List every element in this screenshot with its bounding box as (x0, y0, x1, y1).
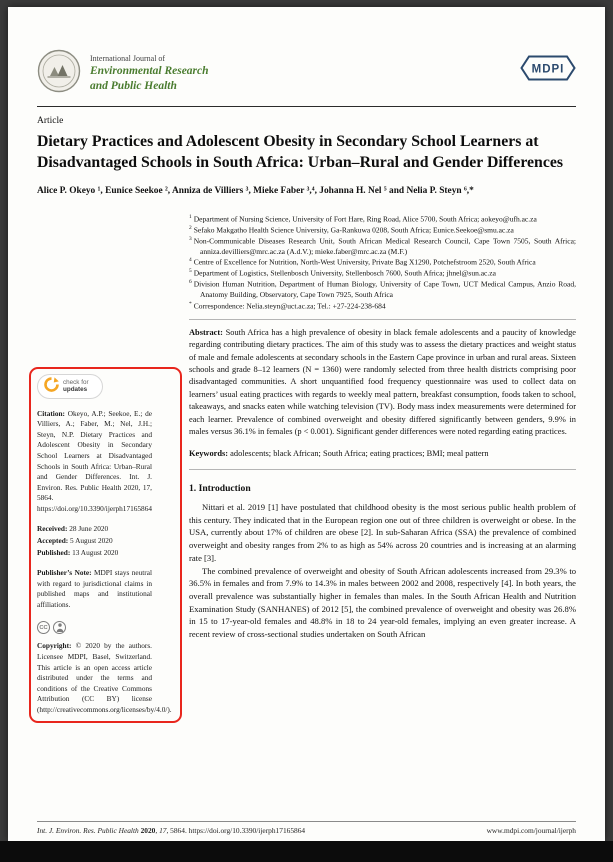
accepted-date: Accepted: 5 August 2020 (37, 536, 113, 545)
check-for-updates-label: check for updates (63, 378, 89, 394)
journal-name-line3: and Public Health (90, 79, 177, 92)
abstract-top-rule (189, 319, 576, 320)
paper-page (8, 7, 605, 841)
journal-name (90, 54, 209, 93)
affiliation-item: $^2$ Sefako Makgatho Health Science University, Ga-Rankuwa 0208, South Africa; Eunice.Seekoe@smu.ac.za (189, 224, 514, 235)
crossmark-icon (44, 377, 59, 396)
keywords: Keywords: adolescents; black African; South Africa; eating practices; BMI; meal pattern (189, 448, 489, 458)
journal-seal-icon (37, 49, 81, 98)
intro-paragraph: Nittari et al. 2019 [1] have postulated that childhood obesity is the most serious public health problem of this century. They indicated that in the European region one out of three children is overweight or obese. In the USA, currently about 17% of children are obese [2]. In sub-Saharan Africa (SSA) the prevalence of combined overweight and obesity ranges from 2% to as high as 54% across 20 countries and is increasing at an alarming rate [3]. (189, 502, 576, 563)
footer-citation[interactable]: Int. J. Environ. Res. Public Health 2020, 17, 5864. https://doi.org/10.3390/ijerph17165864 (37, 826, 306, 835)
correspondence-line: * Correspondence: Nelia.steyn@uct.ac.za; Tel.: +27-224-238-684 (189, 300, 386, 311)
two-column-region (37, 214, 576, 716)
published-date: Published: 13 August 2020 (37, 547, 119, 557)
copyright-text: Copyright: © 2020 by the authors. Licensee MDPI, Basel, Switzerland. This article is an open access article distributed under the terms and conditions of the Creative Commons Attribution (CC BY) license (http://creativecommons.org/licenses/by/4.0/). (37, 641, 172, 714)
svg-text:MDPI: MDPI (531, 63, 565, 76)
margin-column (37, 374, 172, 716)
check-for-updates-badge[interactable] (37, 374, 103, 399)
affiliations-list (189, 214, 576, 312)
cc-by-badge[interactable] (37, 621, 152, 634)
footer-journal-url[interactable]: www.mdpi.com/journal/ijerph (486, 826, 576, 835)
page-footer (37, 821, 576, 835)
main-column (189, 214, 576, 716)
abstract: Abstract: South Africa has a high prevalence of obesity in black female adolescents and a paucity of knowledge regarding contributing dietary practices. The aim of this study was to assess the dietary practices and weight status of male and female adolescents at secondary schools in the Eastern Cape province in urban and rural areas. Sixteen schools and grade 8–12 learners (N = 1360) were randomly selected from three health districts comprising poor disadvantaged communities. A short unquantified food frequency questionnaire was used to collect data on learners’ usual eating practices with regards to weekly meal pattern, breakfast consumption, foods taken to school, takeaways, and snacks eaten while watching television (TV). Body mass index measurements were determined for each learner. Prevalence of combined overweight and obesity differed significantly between genders, 9.9% in males versus 36.1% in females (p < 0.001). Significant gender differences were noted regarding eating practices. (189, 327, 576, 437)
viewer-bottom-bar (0, 841, 613, 862)
journal-name-line1: International Journal of (90, 54, 166, 64)
mdpi-logo[interactable] (520, 55, 576, 86)
authors-line: Alice P. Okeyo ¹, Eunice Seekoe ², Anniza de Villiers ³, Mieke Faber ³,⁴, Johanna H. Nel ⁵ and Nelia P. Steyn ⁶,* (37, 186, 474, 197)
intro-paragraph: The combined prevalence of overweight and obesity of South African adolescents increased from 29.3% to 36.5% in females and from 7.9% to 14.3% in males between 2002 and 2008, respectively [4]. In both years, the overall prevalence was substantially higher in females than males. In the South African Health and Nutrition Examination Study (SANHANES) of 2012 [5], the combined prevalence of overweight and obesity was 26.8% in 15 to 17-year-old females and 48.8% in 18 to 24 year-old females, implying an even greater increase. A recent review of cross-sectional studies undertaken on South African (189, 565, 576, 640)
affiliation-item: $^4$ Centre of Excellence for Nutrition, North-West University, Private Bag X1290, Potchefstroom 2520, South Africa (189, 257, 536, 267)
received-date: Received: 28 June 2020 (37, 524, 109, 534)
cc-by-person-icon (53, 621, 66, 634)
publisher-note: Publisher’s Note: MDPI stays neutral with regard to jurisdictional claims in published maps and institutional affiliations. (37, 568, 152, 609)
cc-icon: CC (37, 621, 50, 634)
affiliation-item: $^3$ Non-Communicable Diseases Research Unit, South African Medical Research Council, Cape Town 7505, South Africa; anniza.devilliers@mrc.ac.za (A.d.V.); mieke.faber@mrc.ac.za (M.F.) (189, 235, 576, 256)
paper-title: Dietary Practices and Adolescent Obesity in Secondary School Learners at Disadvantaged Schools in South Africa: Urban–Rural and Gender Differences (37, 133, 564, 171)
article-type-label: Article (37, 116, 64, 126)
keywords-bottom-rule (189, 469, 576, 470)
journal-brand (37, 49, 209, 98)
journal-masthead (37, 49, 576, 107)
affiliation-item: $^6$ Division Human Nutrition, Department of Human Biology, University of Cape Town, UCT Medical Campus, Anzio Road, Anatomy Building, Observatory, Cape Town 7925, South Africa (189, 279, 576, 300)
citation-block: Citation: Okeyo, A.P.; Seekoe, E.; de Villiers, A.; Faber, M.; Nel, J.H.; Steyn, N.P. Dietary Practices and Adolescent Obesity in Secondary School Learners at Disadvantaged Schools in South Africa: Urban–Rural and Gender Differences. Int. J. Environ. Res. Public Health 2020, 17, 5864. https://doi.org/10.3390/ijerph17165864 (37, 408, 152, 513)
section-heading-introduction: 1. Introduction (189, 483, 251, 495)
affiliation-item: $^5$ Department of Logistics, Stellenbosch University, Stellenbosch 7600, South Africa; jhnel@sun.ac.za (189, 268, 496, 278)
journal-name-line2: Environmental Research (90, 65, 209, 78)
dates-block (37, 524, 152, 558)
affiliation-item: $^1$ Department of Nursing Science, University of Fort Hare, Ring Road, Alice 5700, South Africa; aokeyo@ufh.ac.za (189, 213, 537, 224)
